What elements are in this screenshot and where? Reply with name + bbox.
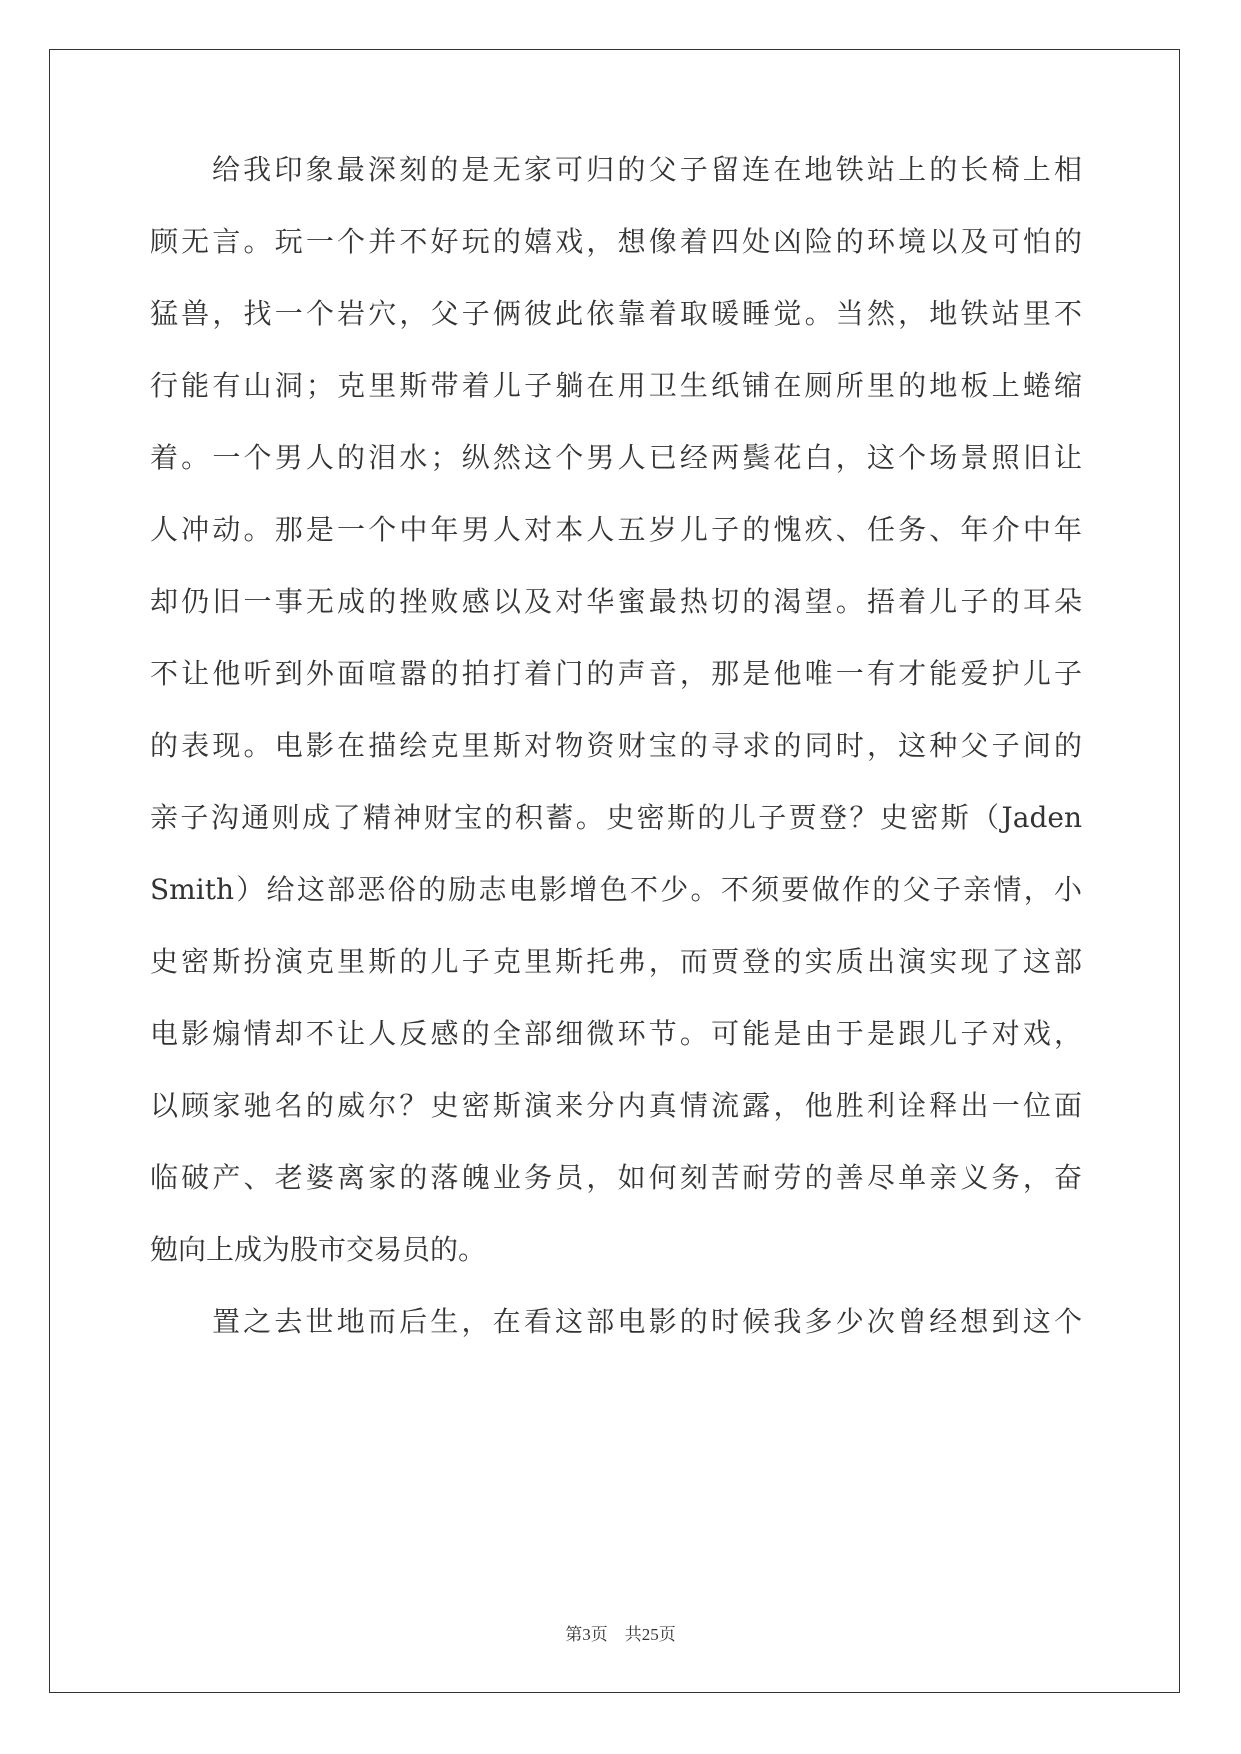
paragraph-line: 史密斯扮演克里斯的儿子克里斯托弗，而贾登的实质出演实现了这部	[150, 945, 1082, 978]
paragraph-line: 人冲动。那是一个中年男人对本人五岁儿子的愧疚、任务、年介中年	[150, 513, 1082, 546]
paragraph-line: 给我印象最深刻的是无家可归的父子留连在地铁站上的长椅上相	[212, 153, 1082, 186]
paragraph-line: 不让他听到外面喧嚣的拍打着门的声音，那是他唯一有才能爱护儿子	[150, 657, 1082, 690]
paragraph-line: 的表现。电影在描绘克里斯对物资财宝的寻求的同时，这种父子间的	[150, 729, 1082, 762]
paragraph-line: 却仍旧一事无成的挫败感以及对华蜜最热切的渴望。捂着儿子的耳朵	[150, 585, 1082, 618]
total-pages: 共25页	[624, 1625, 676, 1644]
paragraph-line: 电影煽情却不让人反感的全部细微环节。可能是由于是跟儿子对戏，	[150, 1017, 1082, 1050]
paragraph-line: Smith）给这部恶俗的励志电影增色不少。不须要做作的父子亲情，小	[150, 873, 1082, 906]
page-footer	[0, 1623, 1241, 1647]
paragraph-line: 顾无言。玩一个并不好玩的嬉戏，想像着四处凶险的环境以及可怕的	[150, 225, 1082, 258]
page-number: 第3页	[565, 1625, 608, 1644]
paragraph-line: 亲子沟通则成了精神财宝的积蓄。史密斯的儿子贾登？史密斯（Jaden	[150, 801, 1082, 834]
paragraph-line: 勉向上成为股市交易员的。	[150, 1233, 487, 1266]
paragraph-line: 着。一个男人的泪水；纵然这个男人已经两鬓花白，这个场景照旧让	[150, 441, 1082, 474]
paragraph-line: 行能有山洞；克里斯带着儿子躺在用卫生纸铺在厕所里的地板上蜷缩	[150, 369, 1082, 402]
paragraph-line: 猛兽，找一个岩穴，父子俩彼此依靠着取暖睡觉。当然，地铁站里不	[150, 297, 1082, 330]
paragraph-line: 置之去世地而后生，在看这部电影的时候我多少次曾经想到这个	[212, 1305, 1082, 1338]
paragraph-line: 以顾家驰名的威尔？史密斯演来分内真情流露，他胜利诠释出一位面	[150, 1089, 1082, 1122]
paragraph-line: 临破产、老婆离家的落魄业务员，如何刻苦耐劳的善尽单亲义务，奋	[150, 1161, 1082, 1194]
